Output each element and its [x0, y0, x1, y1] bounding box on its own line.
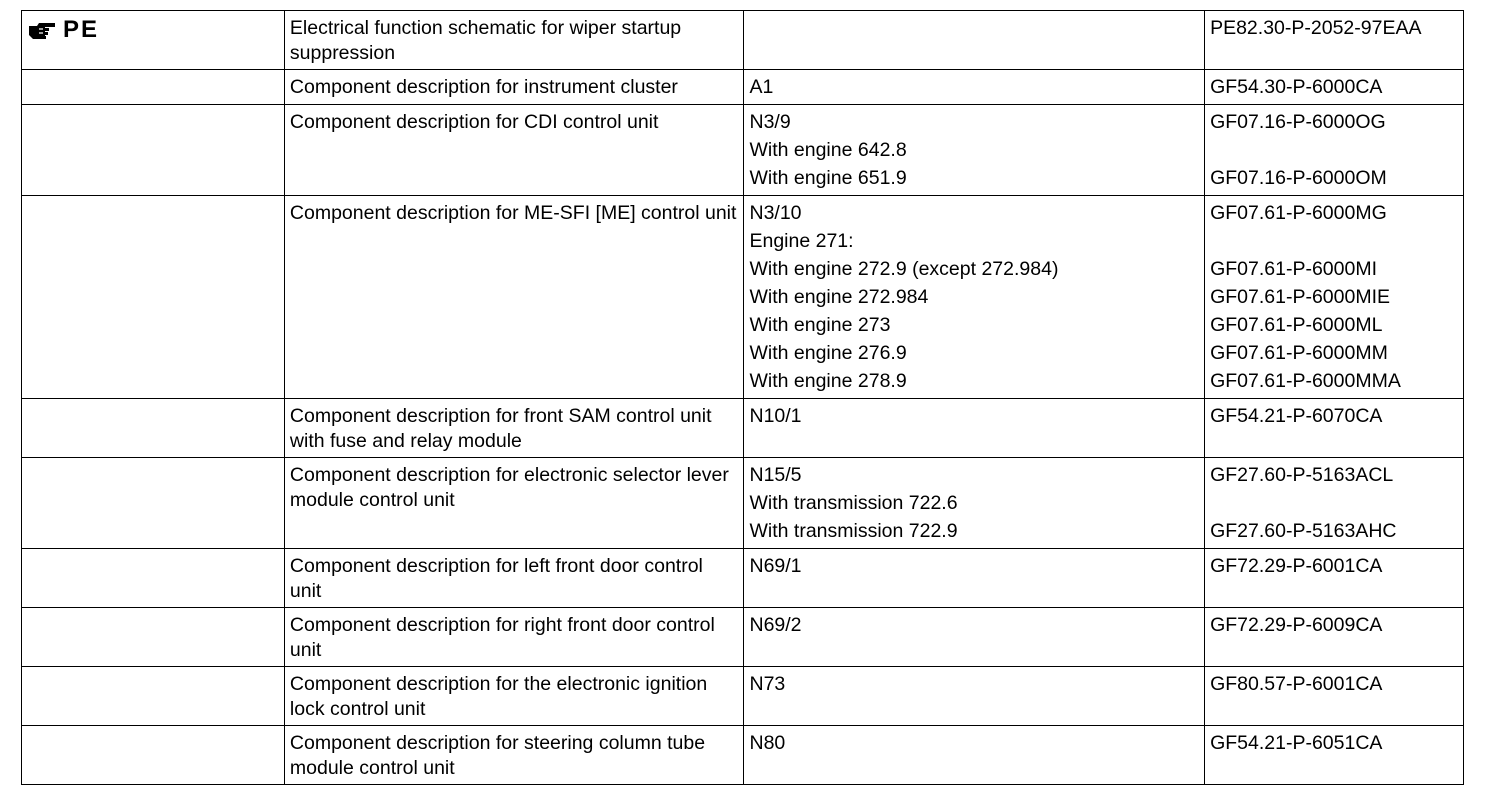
component-variant: With engine 272.9 (except 272.984) — [749, 258, 1059, 280]
table-row — [22, 726, 1464, 785]
reference-link[interactable]: GF27.60-P-5163ACL — [1210, 464, 1394, 486]
row-description: Component description for CDI control unit — [289, 111, 659, 133]
reference-cell — [1205, 608, 1464, 667]
component-code: N80 — [749, 732, 786, 754]
row-description: Component description for electronic selector lever module control unit — [289, 464, 729, 511]
reference-link[interactable]: GF07.16-P-6000OG — [1210, 111, 1386, 133]
reference-cell — [1205, 549, 1464, 608]
pointing-hand-icon — [27, 19, 57, 41]
reference-link[interactable]: GF27.60-P-5163AHC — [1210, 520, 1397, 542]
row-description: Electrical function schematic for wiper startup suppression — [289, 17, 682, 64]
table-row — [22, 608, 1464, 667]
table-row — [22, 549, 1464, 608]
row-description: Component description for instrument cluster — [289, 76, 678, 98]
component-code: A1 — [749, 76, 774, 98]
description-cell — [284, 11, 744, 70]
component-cell — [744, 458, 1205, 549]
table-body — [22, 11, 1464, 785]
table-row — [22, 667, 1464, 726]
description-cell — [284, 458, 744, 549]
component-code: N15/5 — [749, 464, 802, 486]
blank-cell — [22, 196, 285, 399]
reference-cell — [1205, 458, 1464, 549]
component-variant: With engine 642.8 — [749, 139, 907, 161]
component-cell — [744, 196, 1205, 399]
component-code: N10/1 — [749, 405, 802, 427]
description-cell — [284, 667, 744, 726]
component-variant: Engine 271: — [749, 230, 854, 252]
reference-link[interactable]: GF07.61-P-6000MIE — [1210, 286, 1390, 308]
component-cell — [744, 608, 1205, 667]
component-cell — [744, 399, 1205, 458]
table-row — [22, 11, 1464, 70]
blank-line — [1210, 136, 1458, 164]
table-row — [22, 70, 1464, 105]
description-cell — [284, 399, 744, 458]
reference-cell — [1205, 726, 1464, 785]
reference-link[interactable]: GF07.61-P-6000MMA — [1210, 370, 1401, 392]
blank-cell — [22, 70, 285, 105]
table-row — [22, 399, 1464, 458]
component-variant: With engine 651.9 — [749, 167, 907, 189]
component-code: N73 — [749, 673, 786, 695]
description-cell — [284, 726, 744, 785]
blank-cell — [22, 726, 285, 785]
table-row — [22, 458, 1464, 549]
blank-cell — [22, 105, 285, 196]
component-variant: With transmission 722.9 — [749, 520, 958, 542]
pe-logo-text: PE — [63, 16, 100, 43]
description-cell — [284, 608, 744, 667]
logo-cell — [22, 11, 285, 70]
reference-cell — [1205, 196, 1464, 399]
blank-line — [1210, 489, 1458, 517]
component-variant: With engine 278.9 — [749, 370, 907, 392]
reference-link[interactable]: GF54.30-P-6000CA — [1210, 76, 1383, 98]
reference-link[interactable]: GF72.29-P-6001CA — [1210, 555, 1383, 577]
description-cell — [284, 196, 744, 399]
reference-table — [21, 10, 1464, 785]
reference-link[interactable]: GF07.61-P-6000MG — [1210, 202, 1387, 224]
blank-cell — [22, 458, 285, 549]
component-code: N69/2 — [749, 614, 802, 636]
reference-cell — [1205, 105, 1464, 196]
reference-link[interactable]: GF80.57-P-6001CA — [1210, 673, 1383, 695]
reference-link[interactable]: GF72.29-P-6009CA — [1210, 614, 1383, 636]
component-variant: With engine 272.984 — [749, 286, 929, 308]
blank-cell — [22, 667, 285, 726]
reference-link[interactable]: PE82.30-P-2052-97EAA — [1210, 17, 1422, 39]
reference-cell — [1205, 11, 1464, 70]
pe-logo — [27, 14, 279, 44]
reference-cell — [1205, 667, 1464, 726]
description-cell — [284, 70, 744, 105]
reference-link[interactable]: GF07.61-P-6000MM — [1210, 342, 1388, 364]
component-cell — [744, 11, 1205, 70]
row-description: Component description for steering column tube module control unit — [289, 732, 706, 779]
row-description: Component description for the electronic ignition lock control unit — [289, 673, 708, 720]
table-row — [22, 105, 1464, 196]
component-cell — [744, 667, 1205, 726]
blank-line — [1210, 227, 1458, 255]
reference-cell — [1205, 70, 1464, 105]
blank-cell — [22, 399, 285, 458]
table-row — [22, 196, 1464, 399]
blank-cell — [22, 608, 285, 667]
component-code: N3/9 — [749, 111, 791, 133]
component-cell — [744, 70, 1205, 105]
component-variant: With transmission 722.6 — [749, 492, 958, 514]
component-cell — [744, 105, 1205, 196]
row-description: Component description for front SAM control unit with fuse and relay module — [289, 405, 712, 452]
component-cell — [744, 549, 1205, 608]
component-cell — [744, 726, 1205, 785]
blank-cell — [22, 549, 285, 608]
component-variant: With engine 273 — [749, 314, 891, 336]
row-description: Component description for ME-SFI [ME] control unit — [289, 202, 737, 224]
component-variant: With engine 276.9 — [749, 342, 907, 364]
description-cell — [284, 549, 744, 608]
row-description: Component description for left front door control unit — [289, 555, 703, 602]
description-cell — [284, 105, 744, 196]
component-code: N69/1 — [749, 555, 802, 577]
reference-link[interactable]: GF54.21-P-6070CA — [1210, 405, 1383, 427]
reference-link[interactable]: GF07.61-P-6000ML — [1210, 314, 1383, 336]
row-description: Component description for right front door control unit — [289, 614, 715, 661]
reference-link[interactable]: GF07.16-P-6000OM — [1210, 167, 1387, 189]
component-code: N3/10 — [749, 202, 802, 224]
reference-link[interactable]: GF54.21-P-6051CA — [1210, 732, 1383, 754]
reference-link[interactable]: GF07.61-P-6000MI — [1210, 258, 1377, 280]
reference-cell — [1205, 399, 1464, 458]
